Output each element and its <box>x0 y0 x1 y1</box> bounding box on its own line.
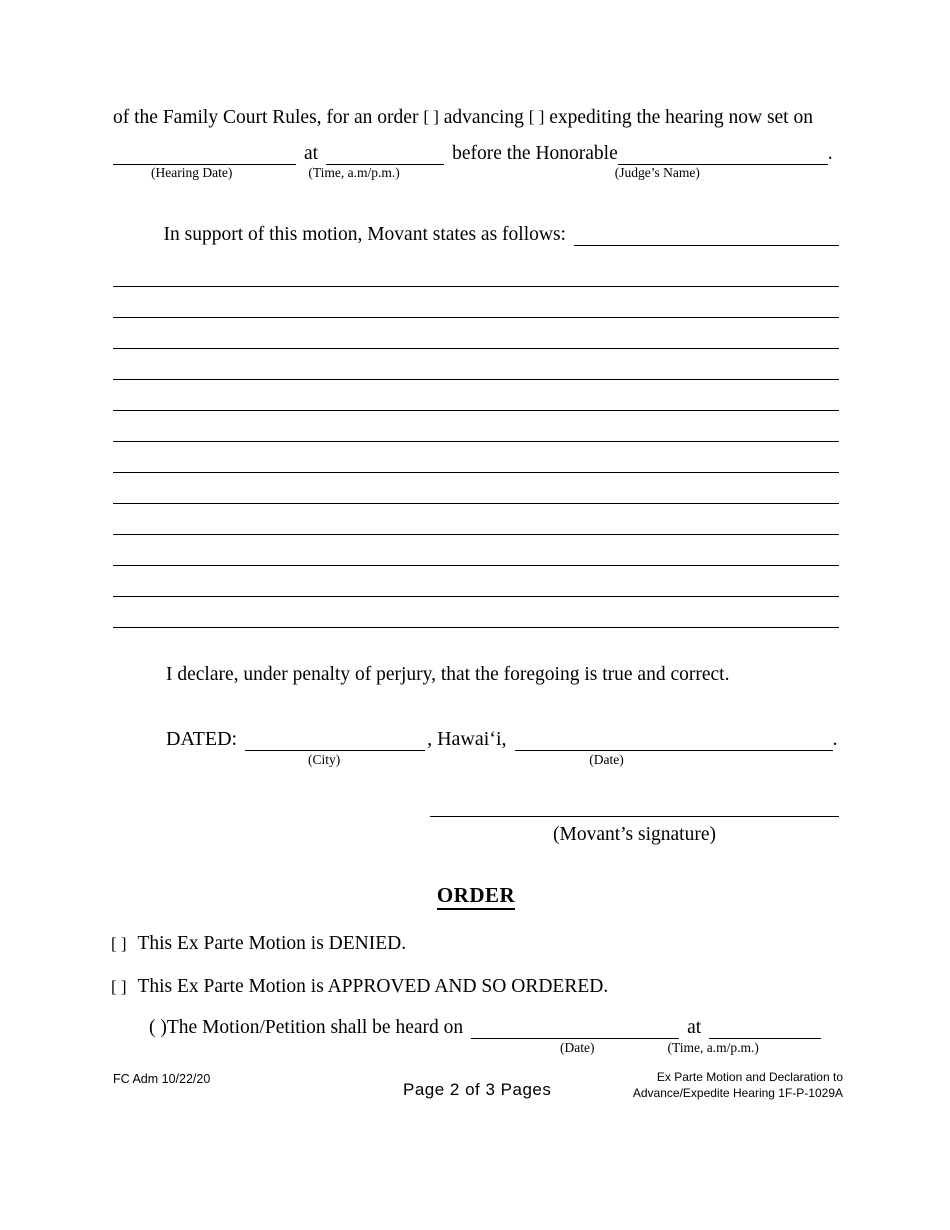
dated-date-caption: (Date) <box>589 751 624 767</box>
state-label: , Hawaiʻi, <box>427 727 507 750</box>
statement-line[interactable] <box>113 256 839 287</box>
hearing-time-field[interactable] <box>326 147 444 165</box>
support-label: In support of this motion, Movant states as follows: <box>163 223 566 245</box>
at-label-2: at <box>687 1016 702 1038</box>
heard-date-caption: (Date) <box>560 1039 595 1055</box>
at-label-1: at <box>304 142 319 164</box>
heard-on-row <box>113 1017 839 1039</box>
dated-label: DATED: <box>166 727 238 750</box>
city-field[interactable] <box>245 733 425 751</box>
support-statement-row <box>113 224 839 246</box>
lead-paragraph <box>113 108 839 128</box>
statement-line[interactable] <box>113 411 839 442</box>
support-first-field[interactable] <box>574 228 839 246</box>
order-heading <box>113 883 839 908</box>
statement-line[interactable] <box>113 566 839 597</box>
hearing-details-row <box>113 143 839 165</box>
footer-form-code: FC Adm 10/22/20 <box>113 1072 211 1086</box>
statement-line[interactable] <box>113 442 839 473</box>
dated-row <box>113 728 839 751</box>
statement-line[interactable] <box>113 535 839 566</box>
footer-form-title <box>633 1070 843 1101</box>
lead-pre-text: of the Family Court Rules, for an order <box>113 107 419 128</box>
advancing-checkbox[interactable]: [ ] <box>423 107 439 126</box>
dated-period: . <box>832 727 838 750</box>
page-footer <box>113 1068 843 1108</box>
statement-line[interactable] <box>113 380 839 411</box>
order-heading-text: ORDER <box>437 883 515 910</box>
signature-block <box>113 815 839 846</box>
statement-lines <box>113 256 839 628</box>
judge-name-field[interactable] <box>618 147 828 165</box>
statement-line[interactable] <box>113 473 839 504</box>
heard-paren-checkbox[interactable]: ( ) <box>149 1016 167 1038</box>
order-approved-row <box>111 976 839 998</box>
signature-line[interactable] <box>430 815 839 817</box>
footer-form-title-line2: Advance/Expedite Hearing 1F-P-1029A <box>632 1085 843 1100</box>
signature-caption: (Movant’s signature) <box>552 823 716 845</box>
advancing-label: advancing <box>443 107 524 128</box>
footer-page-number: Page 2 of 3 Pages <box>403 1080 552 1099</box>
denied-checkbox[interactable]: [ ] <box>111 933 127 953</box>
perjury-declaration: I declare, under penalty of perjury, that the foregoing is true and correct. <box>166 663 730 685</box>
heard-on-label: The Motion/Petition shall be heard on <box>166 1016 464 1038</box>
statement-line[interactable] <box>113 349 839 380</box>
order-denied-row <box>111 933 839 955</box>
statement-line[interactable] <box>113 504 839 535</box>
city-caption: (City) <box>308 751 341 767</box>
before-honorable-label: before the Honorable <box>452 142 618 164</box>
heard-time-field[interactable] <box>709 1021 821 1039</box>
dated-caption-row <box>113 752 839 768</box>
denied-label: This Ex Parte Motion is DENIED. <box>137 932 407 954</box>
hearing-date-field[interactable] <box>113 147 296 165</box>
lead-period: . <box>827 142 833 164</box>
statement-line[interactable] <box>113 597 839 628</box>
heard-time-caption: (Time, a.m/p.m.) <box>667 1039 759 1055</box>
heard-caption-row <box>113 1040 839 1056</box>
statement-line[interactable] <box>113 318 839 349</box>
dated-date-field[interactable] <box>515 733 833 751</box>
hearing-time-caption: (Time, a.m/p.m.) <box>308 164 400 180</box>
hearing-caption-row <box>113 165 839 181</box>
expediting-label: expediting the hearing now set on <box>549 107 813 128</box>
judge-name-caption: (Judge’s Name) <box>614 164 700 180</box>
expediting-checkbox[interactable]: [ ] <box>528 107 545 126</box>
footer-form-title-line1: Ex Parte Motion and Declaration to <box>656 1070 843 1084</box>
hearing-date-caption: (Hearing Date) <box>151 164 233 180</box>
statement-line[interactable] <box>113 287 839 318</box>
approved-checkbox[interactable]: [ ] <box>111 976 127 996</box>
document-body <box>113 108 839 1056</box>
heard-date-field[interactable] <box>471 1021 679 1039</box>
approved-label: This Ex Parte Motion is APPROVED AND SO ORDERED. <box>137 975 609 997</box>
